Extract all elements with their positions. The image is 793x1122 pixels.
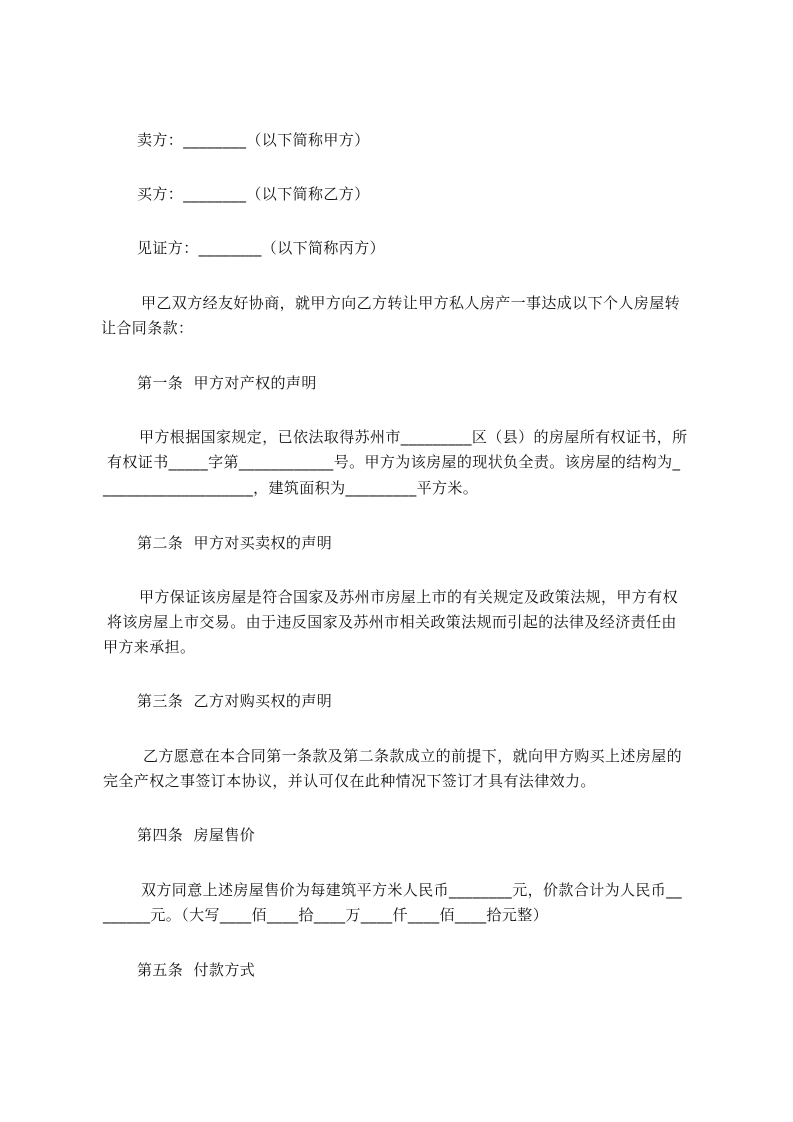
article-4-line: 双方同意上述房屋售价为每建筑平方米人民币________元，价款合计为人民币__ — [141, 881, 683, 899]
article-4-title: 第四条 房屋售价 — [137, 826, 256, 844]
seller-line: 卖方：________（以下简称甲方） — [137, 131, 370, 149]
article-1-line: ___________________，建筑面积为_________平方米。 — [103, 479, 479, 497]
article-2-title: 第二条 甲方对买卖权的声明 — [137, 534, 333, 552]
preamble-line: 让合同条款： — [101, 319, 194, 337]
article-2-line: 甲方保证该房屋是符合国家及苏州市房屋上市的有关规定及政策法规，甲方有权 — [139, 588, 679, 606]
article-1-line: 甲方根据国家规定，已依法取得苏州市_________区（县）的房屋所有权证书，所 — [139, 428, 688, 446]
article-3-title: 第三条 乙方对购买权的声明 — [137, 692, 333, 710]
article-4-line: ______元。（大写____佰____拾____万____仟____佰____拾元整） — [103, 906, 549, 924]
article-1-line: 有权证书_____字第____________号。甲方为该房屋的现状负全责。该房屋的结构为_ — [107, 453, 681, 471]
article-3-line: 完全产权之事签订本协议，并认可仅在此种情况下签订才具有法律效力。 — [103, 772, 596, 790]
article-1-title: 第一条 甲方对产权的声明 — [137, 374, 317, 392]
preamble-line: 甲乙双方经友好协商，就甲方向乙方转让甲方私人房产一事达成以下个人房屋转 — [141, 294, 681, 312]
article-2-line: 甲方来承担。 — [103, 638, 196, 656]
witness-line: 见证方：________（以下简称丙方） — [137, 239, 386, 257]
article-3-line: 乙方愿意在本合同第一条款及第二条款成立的前提下，就向甲方购买上述房屋的 — [143, 747, 683, 765]
article-2-line: 将该房屋上市交易。由于违反国家及苏州市相关政策法规而引起的法律及经济责任由 — [107, 613, 677, 631]
buyer-line: 买方：________（以下简称乙方） — [137, 185, 370, 203]
article-5-title: 第五条 付款方式 — [137, 961, 256, 979]
